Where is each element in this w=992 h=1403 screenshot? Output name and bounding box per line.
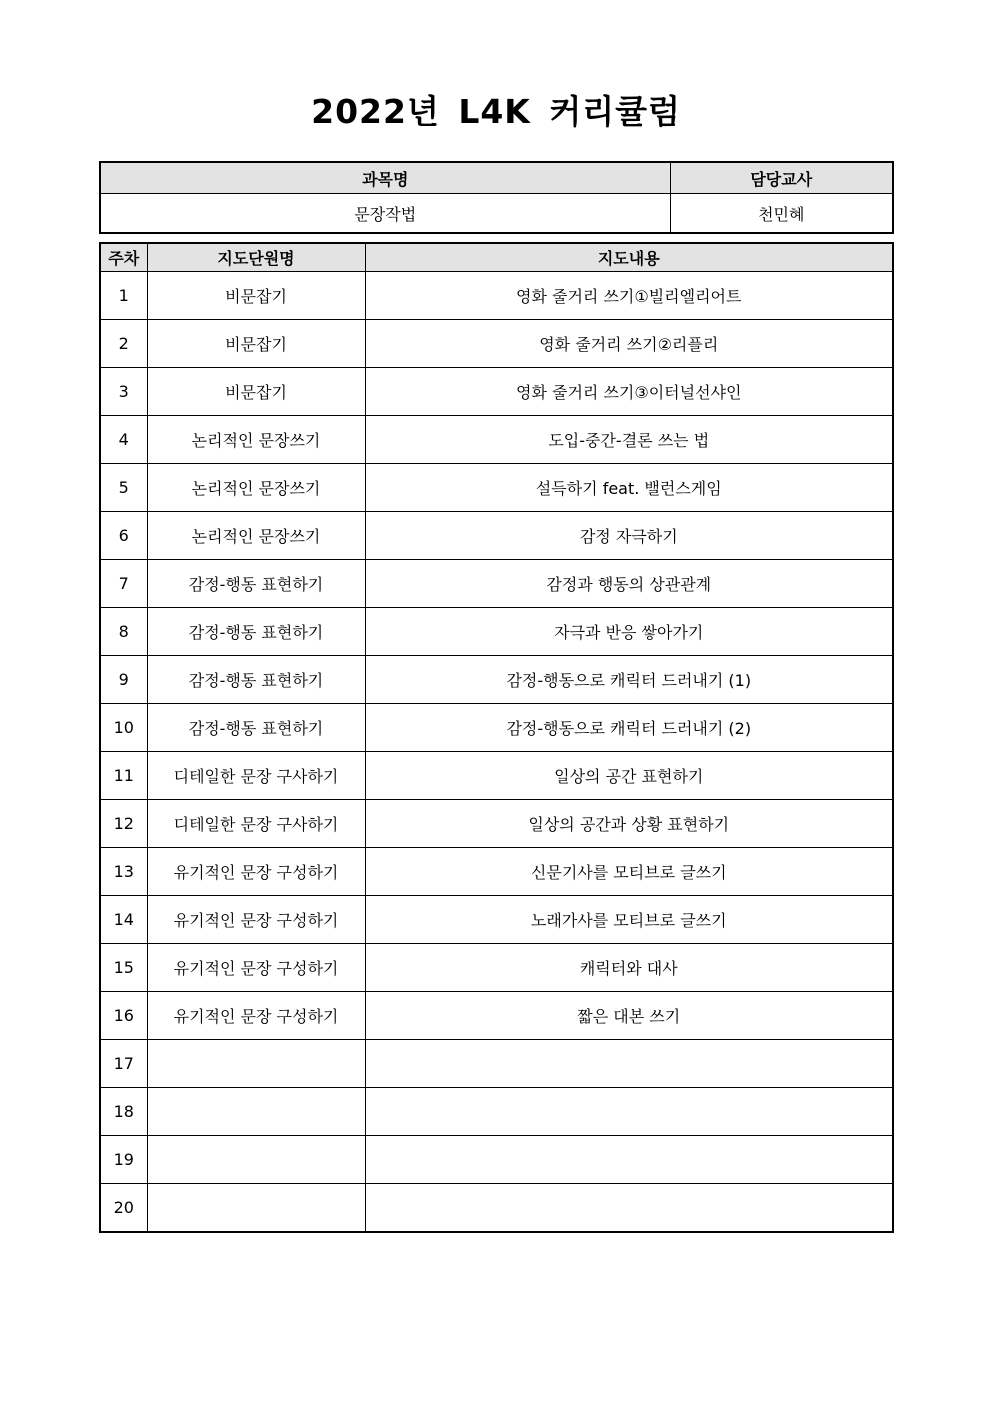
table-row [100, 1184, 893, 1233]
unit-cell: 비문잡기 [147, 272, 365, 320]
unit-cell: 감정-행동 표현하기 [147, 656, 365, 704]
table-row [100, 1136, 893, 1184]
content-cell: 감정-행동으로 캐릭터 드러내기 (1) [365, 656, 893, 704]
week-cell: 5 [100, 464, 147, 512]
content-cell [365, 1184, 893, 1233]
unit-cell: 논리적인 문장쓰기 [147, 464, 365, 512]
week-cell: 18 [100, 1088, 147, 1136]
unit-cell: 감정-행동 표현하기 [147, 704, 365, 752]
table-row [100, 560, 893, 608]
week-cell: 10 [100, 704, 147, 752]
unit-cell: 유기적인 문장 구성하기 [147, 896, 365, 944]
content-cell: 감정과 행동의 상관관계 [365, 560, 893, 608]
week-cell: 9 [100, 656, 147, 704]
table-row [100, 368, 893, 416]
unit-cell: 논리적인 문장쓰기 [147, 416, 365, 464]
content-cell: 도입-중간-결론 쓰는 법 [365, 416, 893, 464]
unit-cell: 감정-행동 표현하기 [147, 608, 365, 656]
week-cell: 19 [100, 1136, 147, 1184]
teacher-header: 담당교사 [670, 162, 893, 194]
content-cell: 자극과 반응 쌓아가기 [365, 608, 893, 656]
table-row [100, 416, 893, 464]
content-cell: 영화 줄거리 쓰기②리플리 [365, 320, 893, 368]
week-cell: 17 [100, 1040, 147, 1088]
subject-header: 과목명 [100, 162, 670, 194]
content-cell: 영화 줄거리 쓰기①빌리엘리어트 [365, 272, 893, 320]
week-cell: 13 [100, 848, 147, 896]
content-header: 지도내용 [365, 243, 893, 272]
content-cell: 감정 자극하기 [365, 512, 893, 560]
table-row [100, 1040, 893, 1088]
table-row [100, 1088, 893, 1136]
unit-cell: 논리적인 문장쓰기 [147, 512, 365, 560]
table-row [100, 512, 893, 560]
week-cell: 16 [100, 992, 147, 1040]
course-info-row [100, 194, 893, 234]
week-cell: 3 [100, 368, 147, 416]
content-cell: 짧은 대본 쓰기 [365, 992, 893, 1040]
week-cell: 7 [100, 560, 147, 608]
table-row [100, 464, 893, 512]
week-cell: 2 [100, 320, 147, 368]
table-row [100, 320, 893, 368]
course-info-header-row [100, 162, 893, 194]
unit-cell: 비문잡기 [147, 320, 365, 368]
content-cell: 신문기사를 모티브로 글쓰기 [365, 848, 893, 896]
week-cell: 14 [100, 896, 147, 944]
subject-name: 문장작법 [100, 194, 670, 234]
table-row [100, 752, 893, 800]
table-row [100, 992, 893, 1040]
table-row [100, 848, 893, 896]
unit-cell: 비문잡기 [147, 368, 365, 416]
content-cell [365, 1040, 893, 1088]
content-cell: 설득하기 feat. 밸런스게임 [365, 464, 893, 512]
week-cell: 12 [100, 800, 147, 848]
content-cell: 일상의 공간 표현하기 [365, 752, 893, 800]
content-cell: 노래가사를 모티브로 글쓰기 [365, 896, 893, 944]
unit-cell: 감정-행동 표현하기 [147, 560, 365, 608]
table-row [100, 608, 893, 656]
week-cell: 1 [100, 272, 147, 320]
unit-cell [147, 1040, 365, 1088]
table-row [100, 704, 893, 752]
unit-cell: 유기적인 문장 구성하기 [147, 992, 365, 1040]
table-row [100, 944, 893, 992]
unit-header: 지도단원명 [147, 243, 365, 272]
content-cell [365, 1088, 893, 1136]
schedule-header-row [100, 243, 893, 272]
week-cell: 11 [100, 752, 147, 800]
schedule-body [100, 272, 893, 1233]
schedule-table [99, 242, 894, 1233]
unit-cell [147, 1136, 365, 1184]
week-cell: 6 [100, 512, 147, 560]
content-cell: 감정-행동으로 캐릭터 드러내기 (2) [365, 704, 893, 752]
unit-cell [147, 1088, 365, 1136]
unit-cell: 유기적인 문장 구성하기 [147, 944, 365, 992]
page-title: 2022년 L4K 커리큘럼 [311, 92, 681, 131]
table-row [100, 656, 893, 704]
unit-cell: 유기적인 문장 구성하기 [147, 848, 365, 896]
table-row [100, 800, 893, 848]
week-cell: 15 [100, 944, 147, 992]
content-cell: 일상의 공간과 상황 표현하기 [365, 800, 893, 848]
unit-cell: 디테일한 문장 구사하기 [147, 752, 365, 800]
content-cell [365, 1136, 893, 1184]
course-info-table [99, 161, 894, 234]
content-cell: 영화 줄거리 쓰기③이터널선샤인 [365, 368, 893, 416]
teacher-name: 천민혜 [670, 194, 893, 234]
week-cell: 8 [100, 608, 147, 656]
unit-cell: 디테일한 문장 구사하기 [147, 800, 365, 848]
table-row [100, 896, 893, 944]
week-header: 주차 [100, 243, 147, 272]
content-cell: 캐릭터와 대사 [365, 944, 893, 992]
week-cell: 20 [100, 1184, 147, 1233]
week-cell: 4 [100, 416, 147, 464]
table-row [100, 272, 893, 320]
unit-cell [147, 1184, 365, 1233]
